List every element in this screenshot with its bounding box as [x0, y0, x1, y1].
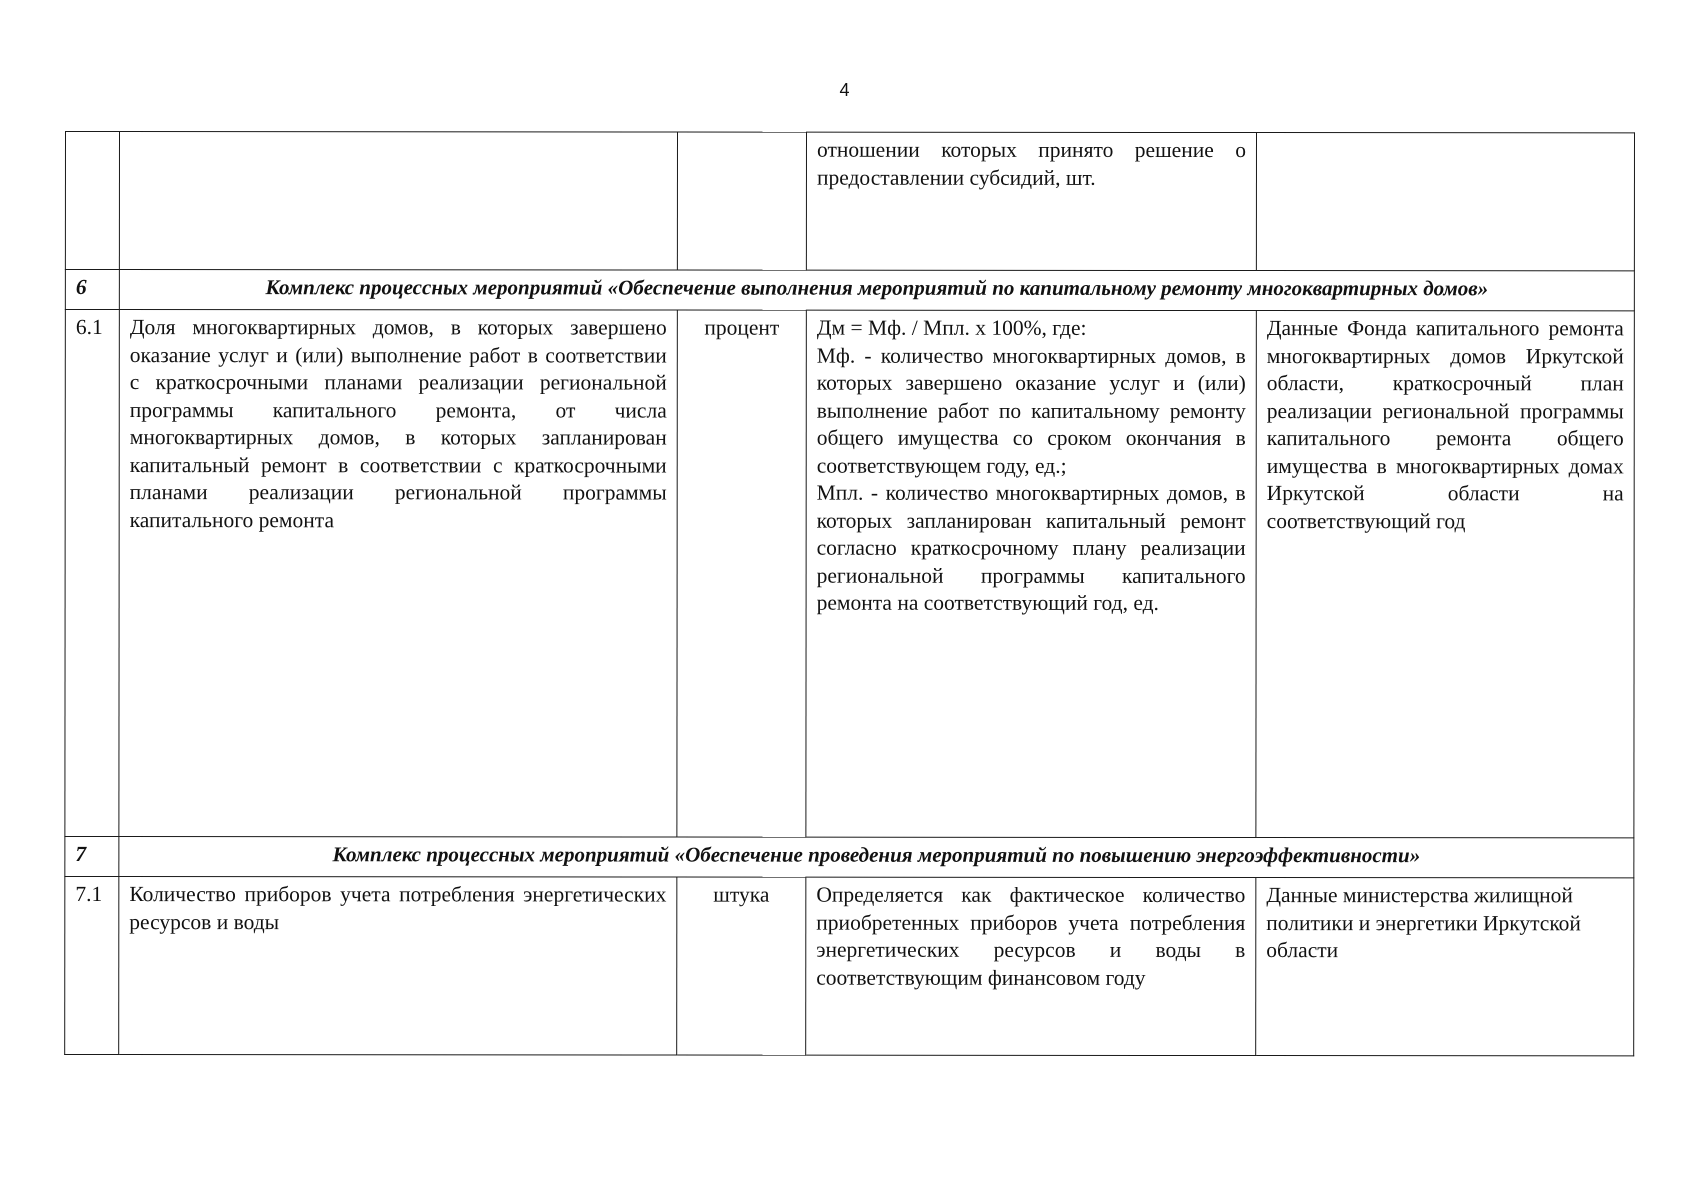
- section-row-6: [65, 270, 1634, 311]
- unit-cell: процент: [677, 310, 806, 837]
- row-number-cell: [65, 132, 119, 270]
- section-number: 6: [65, 270, 119, 310]
- unit-cell: [677, 132, 806, 270]
- method-mf-definition: Мф. - количество многоквартирных домов, в которых завершено оказание услуг и (или) выполнение работ по капитальному ремонту общего имущества со сроком окончания в соответствующем году, ед.;: [816, 343, 1246, 478]
- method-mpl-definition: Мпл. - количество многоквартирных домов, в которых запланирован капитальный ремонт согласно краткосрочному плану реализации региональной программы капитального ремонта на соответствующий год, ед.: [816, 480, 1246, 615]
- source-cell: [1256, 133, 1634, 271]
- section-title: Комплекс процессных мероприятий «Обеспечение проведения мероприятий по повышению энергоэффективности»: [119, 837, 1634, 878]
- table-row-7-1: [65, 877, 1634, 1056]
- method-cell: Определяется как фактическое количество приобретенных приборов учета потребления энергетических ресурсов и воды в соответствующим финансовом году: [806, 877, 1256, 1055]
- row-number-cell: 7.1: [65, 877, 119, 1055]
- indicators-table: [64, 131, 1635, 1056]
- indicator-cell: [119, 132, 677, 270]
- indicator-cell: Количество приборов учета потребления энергетических ресурсов и воды: [119, 877, 677, 1055]
- row-number-cell: 6.1: [65, 310, 119, 837]
- section-title: Комплекс процессных мероприятий «Обеспечение выполнения мероприятий по капитальному ремонту многоквартирных домов»: [119, 270, 1634, 311]
- method-cell: отношении которых принято решение о предоставлении субсидий, шт.: [806, 132, 1256, 270]
- page-number: 4: [839, 80, 850, 100]
- source-cell: Данные Фонда капитального ремонта многоквартирных домов Иркутской области, краткосрочный план реализации региональной программы капитального ремонта общего имущества в многоквартирных домах Иркутской области на соответствующий год: [1256, 311, 1634, 838]
- table-row-continuation: [65, 132, 1634, 271]
- indicator-cell: Доля многоквартирных домов, в которых завершено оказание услуг и (или) выполнение работ в соответствии с краткосрочными планами реализации региональной программы капитального ремонта, от числа многоквартирных домов, в которых запланирован капитальный ремонт в соответствии с краткосрочными планами реализации региональной программы капитального ремонта: [119, 310, 677, 837]
- method-formula: Дм = Мф. / Мпл. х 100%, где:: [816, 315, 1087, 340]
- method-cell: [806, 310, 1256, 837]
- section-row-7: [65, 837, 1634, 878]
- table-row-6-1: [65, 310, 1634, 838]
- section-number: 7: [65, 837, 119, 877]
- unit-cell: штука: [677, 877, 806, 1055]
- source-cell: Данные министерства жилищной политики и энергетики Иркутской области: [1256, 878, 1634, 1056]
